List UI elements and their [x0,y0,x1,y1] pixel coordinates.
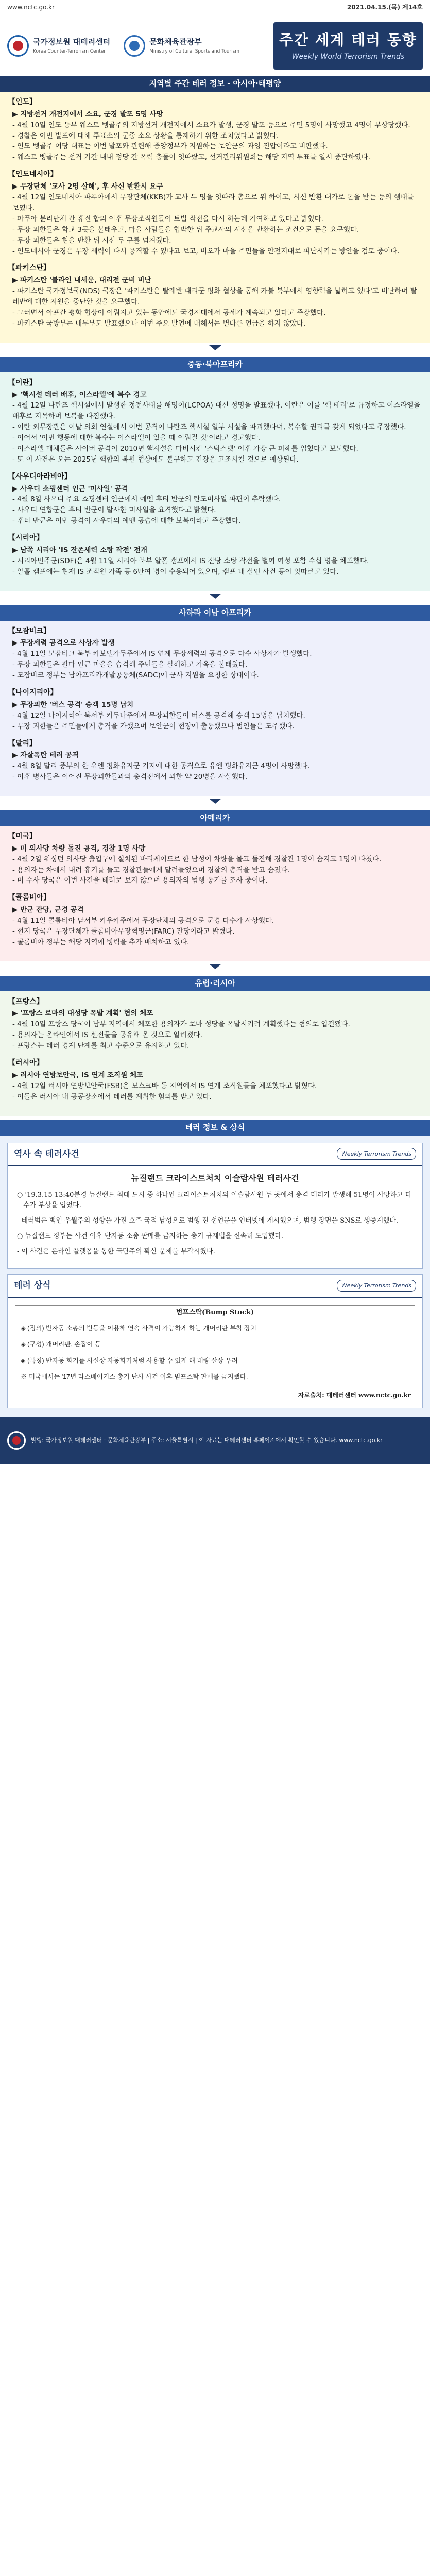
country-block [8,378,422,465]
incident-detail: - 파키스탄 국방부는 내무부도 발표했으나 이번 주요 발언에 대해서는 별다른 언급을 하지 않았다. [12,319,306,328]
section-banner-africa: 사하라 이남 아프리카 [0,605,430,621]
country-block [8,97,422,163]
country-block [8,996,422,1052]
incident-headline: ▶ 지방선거 개전지에서 소요, 군경 발포 5명 사망 [12,110,163,118]
incident-headline: ▶ 사우디 쇼핑센터 인근 '미사일' 공격 [12,484,128,493]
incident-headline: ▶ 남쪽 시리아 'IS 잔존세력 소탕 작전' 전개 [12,546,147,554]
issue-date: 2021.04.15.(목) 제14호 [347,4,423,11]
incident-detail: - 4월 11일 콜롬비아 남서부 카우카주에서 무장단체의 공격으로 군경 다수가 사상했다. [12,916,274,925]
incident-detail: - 4월 10일 인도 동부 웨스트 벵골주의 지방선거 개전지에서 소요가 발생, 군경 발포 등으로 주민 5명이 사망했고 4명이 부상당했다. [12,121,410,129]
incident-detail: - 파푸아 분리단체 간 휴전 합의 이후 무장조직원들이 토벌 작전을 다시 하는데 기여하고 있다고 밝혔다. [12,214,323,223]
history-card-tag: Weekly Terrorism Trends [337,1148,416,1160]
section-africa [0,621,430,796]
logo2-en: Ministry of Culture, Sports and Tourism [149,48,240,54]
incident-headline: ▶ 무장단체 '교사 2명 살해', 후 사신 반환시 요구 [12,182,163,191]
incident-detail: - 알홀 캠프에는 현재 IS 조직원 가족 등 6만여 명이 수용되어 있으며, 캠프 내 살인 사건 등이 잇따르고 있다. [12,567,339,576]
incident-detail: - 4월 2일 워싱턴 의사당 출입구에 설치된 바리케이드로 한 남성이 차량을 몰고 돌진해 경찰관 1명이 숨지고 1명이 다쳤다. [12,855,382,863]
incident-detail: - 인도네시아 군경은 무장 세력이 다시 공격할 수 있다고 보고, 비오가 마을 주민들을 안전지대로 피난시키는 방안을 검토 중이다. [12,247,400,256]
incident-detail: - 4월 10일 프랑스 당국이 남부 지역에서 체포한 용의자가 로마 성당을 폭발시키려 계획했다는 혐의로 입건됐다. [12,1020,350,1029]
incident-detail: - 사우디 연합군은 후티 반군이 발사한 미사일을 요격했다고 밝혔다. [12,506,216,515]
footer [0,1417,430,1464]
incident-headline: ▶ '프랑스 로마의 대성당 폭발 계획' 혐의 체포 [12,1009,153,1018]
country-block [8,471,422,527]
incident-headline: ▶ '핵시설 테러 배후, 이스라엘'에 복수 경고 [12,391,147,399]
country-heading: 【파키스탄】 [8,264,51,273]
logo1-en: Korea Counter-Terrorism Center [33,48,106,54]
incident-detail: - 4월 12일 나탄즈 핵시설에서 발생한 정전사태를 해명이(LCPOA) 대신 성명을 발표했다. 이란은 이를 '핵 테러'로 규정하고 이스라엘을 배후로 지목하며 보복을 다짐했다. [12,401,421,421]
logo1-ko: 국가정보원 대테러센터 [33,37,111,47]
incident-detail: - 그러면서 아프간 평화 협상이 이뤄지고 있는 동안에도 국경지대에서 공세가 계속되고 있다고 주장했다. [12,308,326,317]
incident-headline: ▶ 파키스탄 '블라인 내세운, 대리전 군비 비난 [12,276,151,285]
history-card-body [8,1166,422,1269]
history-para: ○ '19.3.15 13:40분경 뉴질랜드 최대 도시 중 하나인 크라이스트처치의 이슬람사원 두 곳에서 총격 테러가 발생해 51명이 사망하고 다수가 부상을 입었다. [17,1191,412,1209]
incident-detail: - 미 수사 당국은 이번 사건을 테러로 보지 않으며 용의자의 범행 동기를 조사 중이다. [12,876,268,885]
term-row: ※ 미국에서는 '17년 라스베이거스 총기 난사 사건 이후 범프스탁 판매를 금지했다. [21,1373,248,1381]
country-heading: 【사우디아라비아】 [8,472,72,481]
country-block [8,738,422,783]
incident-detail: - 4월 8일 사우디 주요 쇼핑센터 인근에서 예멘 후티 반군의 탄도미사일 파편이 추락했다. [12,495,281,504]
incident-detail: - 무장 괴한들은 학교 3곳을 불태우고, 마을 사람들을 협박한 뒤 주교사의 시신을 반환하는 조건으로 돈을 요구했다. [12,225,359,234]
term-source: 자료출처: 대테러센터 www.nctc.go.kr [298,1392,411,1399]
chevron-down-icon [0,796,430,806]
country-heading: 【러시아】 [8,1059,44,1067]
country-block [8,687,422,732]
incident-detail: - 용의자는 차에서 내려 흉기를 들고 경찰관들에게 달려들었으며 경찰의 총격을 받고 숨졌다. [12,866,290,874]
history-headline: 뉴질랜드 크라이스트처치 이슬람사원 테러사건 [131,1173,299,1183]
incident-headline: ▶ 미 의사당 차량 돌진 공격, 경찰 1명 사망 [12,844,146,853]
country-heading: 【미국】 [8,832,37,840]
history-para: - 이 사건은 온라인 플랫폼을 통한 극단주의 확산 문제를 부각시켰다. [17,1248,215,1256]
incident-detail: - 인도 벵골주 여당 대표는 이번 발포와 관련해 중앙정부가 지원하는 보안군의 과잉 진압이라고 비판했다. [12,142,328,151]
incident-detail: - 웨스트 벵골주는 선거 기간 내내 정당 간 폭력 충돌이 잇따랐고, 선거관리위원회는 해당 지역 투표를 일시 중단하였다. [12,153,371,162]
incident-detail: - 후티 반군은 이번 공격이 사우디의 예멘 공습에 대한 보복이라고 주장했다. [12,517,241,526]
section-banner-trends: 테러 정보 & 상식 [0,1120,430,1136]
incident-headline: ▶ 러시아 연방보안국, IS 연계 조직원 체포 [12,1071,144,1079]
incident-detail: - 4월 12일 러시아 연방보안국(FSB)은 모스크바 등 지역에서 IS 연계 조직원들을 체포했다고 밝혔다. [12,1081,317,1090]
incident-detail: - 이란 외무장관은 이날 의회 연설에서 이번 공격이 나탄즈 핵시설 일부 시설을 파괴했다며, 복수할 권리를 갖게 되었다고 주장했다. [12,423,406,432]
section-banner-asia: 지역별 주간 테러 정보 - 아시아·태평양 [0,76,430,92]
incident-detail: - 4월 12일 나이지리아 북서부 카두나주에서 무장괴한들이 버스를 공격해 승객 15명을 납치했다. [12,711,305,720]
incident-detail: - 용의자는 온라인에서 IS 선전물을 공유해 온 것으로 알려졌다. [12,1031,203,1040]
term-row: ◈ (구성) 개머리판, 손잡이 등 [21,1341,101,1348]
newsletter-subtitle: Weekly World Terrorism Trends [291,52,405,61]
chevron-down-icon [0,591,430,601]
section-banner-europe: 유럽·러시아 [0,976,430,991]
term-row: ◈ (특징) 반자동 화기를 사실상 자동화기처럼 사용할 수 있게 해 대량 살상 우려 [21,1357,238,1364]
term-card-head [8,1275,422,1297]
mcst-logo [124,35,239,57]
section-asia [0,92,430,343]
incident-detail: - 프랑스는 테러 경계 단계를 최고 수준으로 유지하고 있다. [12,1042,190,1050]
history-card [7,1143,423,1269]
country-block [8,169,422,257]
term-row: ◈ (정의) 반자동 소총의 반동을 이용해 연속 사격이 가능하게 하는 개머리판 부착 장치 [21,1324,257,1332]
incident-detail: - 이스라엘 매체들은 사이버 공격이 2010년 핵시설을 마비시킨 '스턱스넷' 이후 가장 큰 피해를 입혔다고 보도했다. [12,445,358,453]
mcst-emblem-icon [124,35,145,57]
newsletter-title: 주간 세계 테러 동향 [279,31,417,49]
section-middle-east [0,372,430,591]
title-box [273,22,423,70]
country-heading: 【인도네시아】 [8,170,58,179]
section-banner-americas: 아메리카 [0,810,430,826]
section-trends [0,1136,430,1417]
section-banner-middle-east: 중동·북아프리카 [0,357,430,372]
incident-detail: - 모잠비크 정부는 남아프리카개발공동체(SADC)에 군사 지원을 요청한 상태이다. [12,671,259,680]
term-title: 범프스탁(Bump Stock) [15,1306,415,1320]
country-heading: 【시리아】 [8,534,44,543]
history-card-title: 역사 속 테러사건 [14,1148,79,1159]
incident-detail: - 4월 12일 인도네시아 파푸아에서 무장단체(KKB)가 교사 두 명을 잇따라 총으로 위 하이고, 시신 반환 대가로 돈을 받는 등의 행태를 보였다. [12,193,414,212]
chevron-down-icon [0,961,430,972]
incident-detail: - 이어서 '이번 행동에 대한 복수는 이스라엘이 있을 때 이뤄질 것'이라고 경고했다. [12,434,261,443]
incident-headline: ▶ 무장세력 공격으로 사상자 발생 [12,639,115,648]
incident-detail: - 무장 괴한들은 팔마 인근 마을을 습격해 주민들을 살해하고 가옥을 불태웠다. [12,660,248,669]
incident-detail: - 또 이 사건은 오는 2025년 핵합의 복원 협상에도 불구하고 긴장을 고조시킬 것으로 예상된다. [12,455,299,464]
country-block [8,892,422,947]
country-heading: 【나이지리아】 [8,688,58,697]
term-card [7,1274,423,1408]
country-heading: 【말리】 [8,739,37,748]
footer-text: 발행: 국가정보원 대테러센터 · 문화체육관광부 | 주소: 서울특별시 | 이 자료는 대테러센터 홈페이지에서 확인할 수 있습니다. www.nctc.go.kr [31,1437,383,1444]
header [0,15,430,76]
country-heading: 【인도】 [8,98,37,106]
incident-detail: - 무장 괴한들은 현을 반환 뒤 시신 두 구를 넘겨줬다. [12,236,171,245]
country-heading: 【프랑스】 [8,997,44,1006]
term-box [15,1305,415,1386]
incident-detail: - 이들은 러시아 내 공공장소에서 테러를 계획한 혐의를 받고 있다. [12,1092,212,1101]
incident-detail: - 파키스탄 국가정보국(NDS) 국장은 '파키스탄은 탈레반 대리군 평화 협상을 통해 카불 북부에서 영향력을 넓히고 있다'고 비난하며 탈레반에 대한 지원을 중단할 것을 요구했다. [12,287,417,306]
site-url[interactable]: www.nctc.go.kr [7,4,55,11]
incident-headline: ▶ 자살폭탄 테러 공격 [12,751,79,760]
term-card-title: 테러 상식 [14,1280,51,1291]
country-block [8,263,422,329]
incident-detail: - 이후 병사들은 이어진 무장괴한들과의 총격전에서 괴한 약 20명을 사살했다. [12,773,248,782]
term-card-body [8,1298,422,1408]
incident-detail: - 콜롬비아 정부는 해당 지역에 병력을 추가 배치하고 있다. [12,938,190,946]
logo2-ko: 문화체육관광부 [149,37,202,47]
top-bar [0,0,430,15]
incident-detail: - 시리아민주군(SDF)은 4월 11일 시리아 북부 알홀 캠프에서 IS 잔당 소탕 작전을 벌여 여성 포함 수십 명을 체포했다. [12,556,369,565]
history-para: - 테러범은 백인 우월주의 성향을 가진 호주 국적 남성으로 범행 전 선언문을 인터넷에 게시했으며, 범행 장면을 SNS로 생중계했다. [17,1216,398,1225]
country-heading: 【콜롬비아】 [8,893,51,902]
country-heading: 【모잠비크】 [8,626,51,635]
section-americas [0,826,430,961]
term-card-tag: Weekly Terrorism Trends [337,1280,416,1292]
chevron-down-icon [0,343,430,353]
history-card-head [8,1143,422,1166]
incident-headline: ▶ 반군 잔당, 군경 공격 [12,906,84,914]
nctc-logo [7,35,110,57]
incident-detail: - 4월 8일 말리 중부의 한 유엔 평화유지군 기지에 대한 공격으로 유엔 평화유지군 4명이 사망했다. [12,762,310,771]
incident-detail: - 경찰은 이번 발포에 대해 투표소의 군중 소요 상황을 통제하기 위한 조치였다고 밝혔다. [12,131,279,140]
country-block [8,626,422,681]
country-block [8,831,422,886]
country-block [8,1058,422,1102]
incident-detail: - 무장 괴한들은 주민들에게 총격을 가했으며 보안군이 현장에 출동했으나 범인들은 도주했다. [12,722,295,731]
incident-headline: ▶ 무장괴한 '버스 공격' 승객 15명 납치 [12,700,134,709]
nctc-emblem-icon [7,35,29,57]
incident-detail: - 현지 당국은 무장단체가 콜롬비아무장혁명군(FARC) 잔당이라고 밝혔다. [12,927,235,936]
footer-emblem-icon [7,1431,26,1450]
section-europe [0,991,430,1116]
incident-detail: - 4월 11일 모잠비크 북부 카보델가두주에서 IS 연계 무장세력의 공격으로 다수 사상자가 발생했다. [12,650,312,658]
country-heading: 【이란】 [8,378,37,387]
history-para: ○ 뉴질랜드 정부는 사건 이후 반자동 소총 판매를 금지하는 총기 규제법을 신속히 도입했다. [17,1232,284,1241]
country-block [8,533,422,577]
